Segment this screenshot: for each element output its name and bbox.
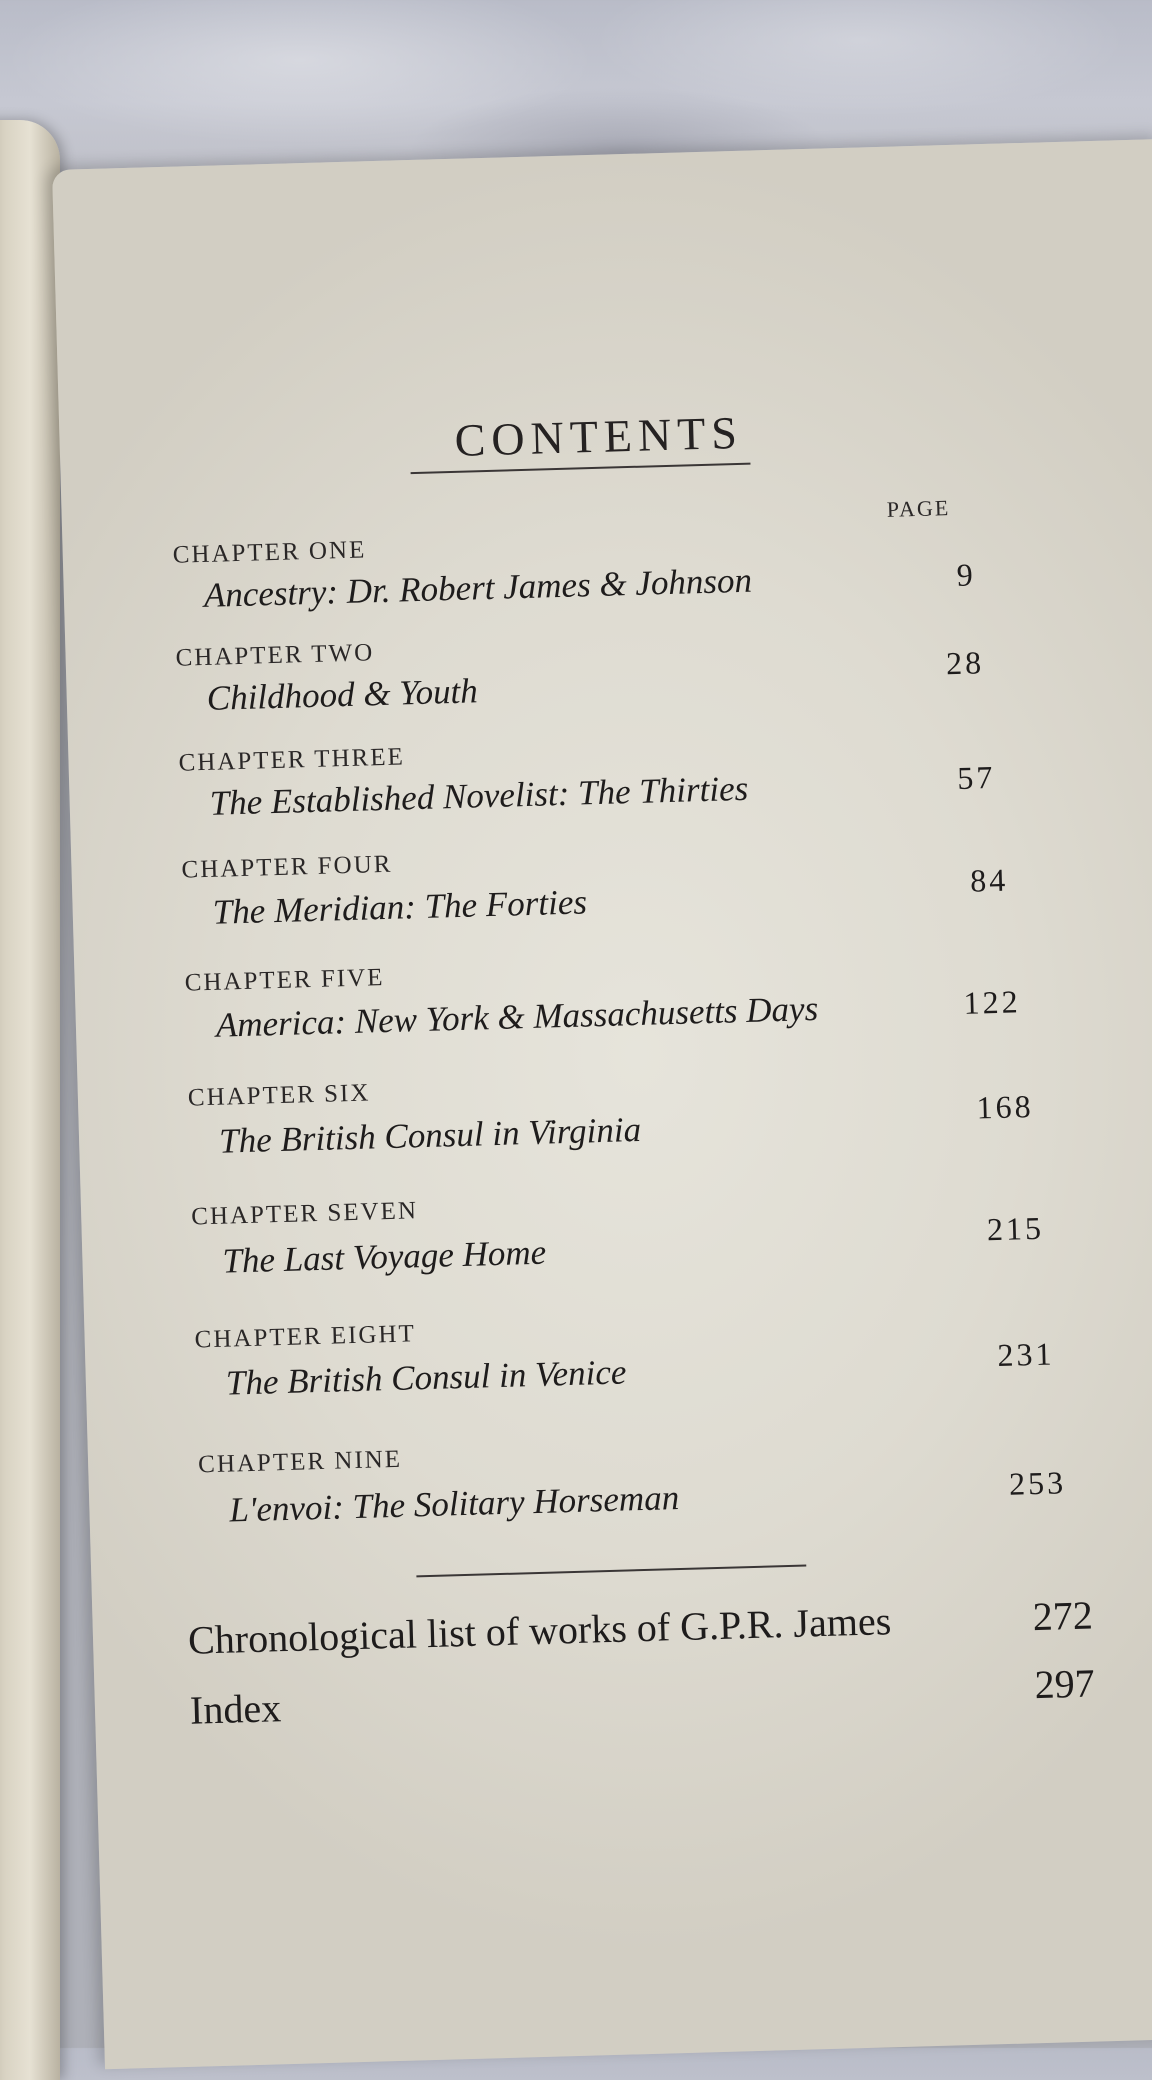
chapter-label: CHAPTER ONE — [172, 536, 367, 569]
back-matter-title: Chronological list of works of G.P.R. James — [187, 1598, 892, 1663]
chapter-page-number: 9 — [956, 556, 977, 593]
contents-heading: CONTENTS — [453, 406, 744, 466]
chapter-title: Ancestry: Dr. Robert James & Johnson — [203, 560, 753, 615]
back-matter-page-number: 297 — [1034, 1660, 1096, 1708]
chapter-page-number: 168 — [976, 1087, 1035, 1126]
chapter-page-number: 231 — [996, 1335, 1055, 1374]
chapter-page-number: 215 — [986, 1209, 1045, 1248]
chapter-label: CHAPTER SEVEN — [190, 1197, 419, 1231]
chapter-label: CHAPTER FOUR — [181, 850, 393, 884]
chapter-label: CHAPTER THREE — [178, 743, 406, 777]
chapter-title: The Last Voyage Home — [221, 1232, 547, 1281]
back-matter-page-number: 272 — [1032, 1592, 1094, 1640]
chapter-title: The Meridian: The Forties — [212, 882, 588, 932]
chapter-label: CHAPTER NINE — [197, 1445, 403, 1479]
chapter-label: CHAPTER FIVE — [184, 964, 385, 997]
chapter-title: L'envoi: The Solitary Horseman — [228, 1478, 680, 1530]
back-matter-title: Index — [189, 1685, 282, 1733]
chapter-page-number: 57 — [956, 758, 996, 796]
book-page — [52, 139, 1152, 2069]
chapter-page-number: 122 — [963, 983, 1022, 1021]
bottom-rule — [416, 1564, 806, 1577]
chapter-title: The British Consul in Venice — [225, 1352, 627, 1403]
chapter-title: Childhood & Youth — [206, 671, 479, 718]
chapter-label: CHAPTER SIX — [187, 1079, 371, 1112]
chapter-page-number: 84 — [969, 861, 1009, 899]
chapter-label: CHAPTER TWO — [175, 639, 375, 672]
chapter-title: America: New York & Massachusetts Days — [215, 988, 819, 1045]
left-page-edge — [0, 120, 60, 2080]
chapter-title: The Established Novelist: The Thirties — [209, 768, 749, 823]
chapter-page-number: 253 — [1008, 1464, 1067, 1502]
page-column-label: PAGE — [886, 495, 951, 522]
chapter-title: The British Consul in Virginia — [218, 1109, 642, 1161]
chapter-label: CHAPTER EIGHT — [194, 1320, 417, 1354]
chapter-page-number: 28 — [945, 644, 985, 682]
